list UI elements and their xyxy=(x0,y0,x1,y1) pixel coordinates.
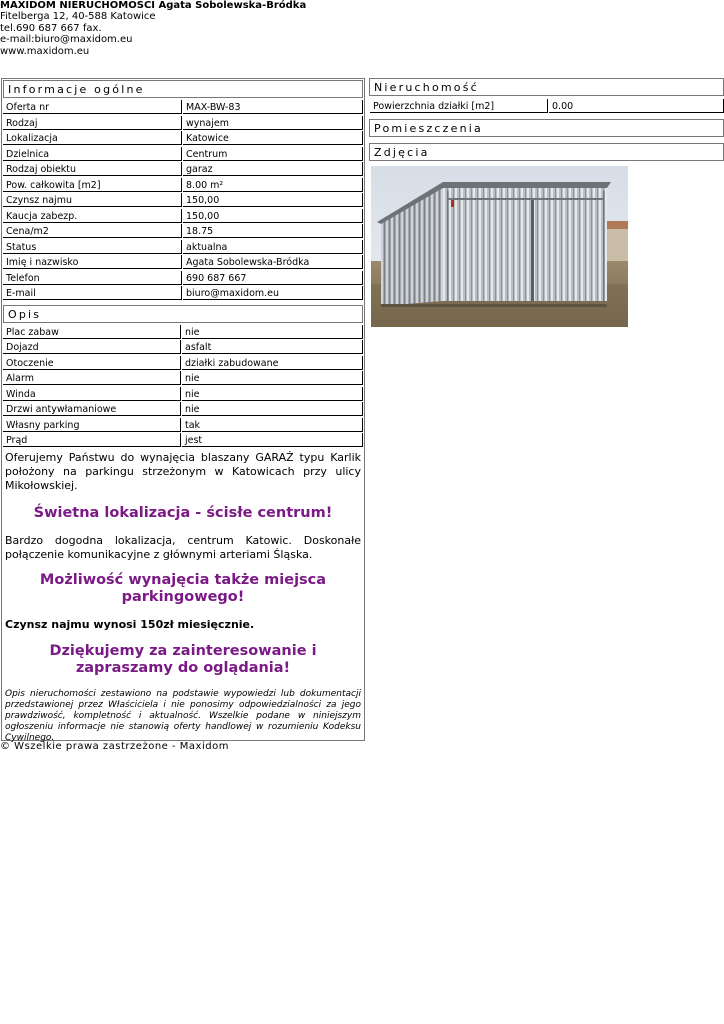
table-row xyxy=(2,286,364,302)
row-value: garaz xyxy=(183,162,363,176)
row-value: 0.00 xyxy=(549,99,724,113)
row-value: 150,00 xyxy=(183,209,363,223)
row-label: Prąd xyxy=(3,433,181,447)
table-row xyxy=(2,418,364,434)
table-row xyxy=(2,402,364,418)
table-row xyxy=(2,116,364,132)
table-row xyxy=(2,178,364,194)
right-column xyxy=(369,78,724,161)
row-label: Telefon xyxy=(3,271,182,285)
table-row xyxy=(2,371,364,387)
row-label: Pow. całkowita [m2] xyxy=(3,178,182,192)
table-row xyxy=(2,325,364,341)
table-row xyxy=(2,209,364,225)
footer-copyright: © Wszelkie prawa zastrzeżone - Maxidom xyxy=(0,741,229,752)
row-label: Powierzchnia działki [m2] xyxy=(370,99,548,113)
row-value: MAX-BW-83 xyxy=(183,100,363,114)
row-value: jest xyxy=(182,433,363,447)
row-value: Centrum xyxy=(183,147,363,161)
row-label: Imię i nazwisko xyxy=(3,255,182,269)
row-value: Katowice xyxy=(183,131,363,145)
row-label: Dojazd xyxy=(3,340,181,354)
description-paragraph-2: Bardzo dogodna lokalizacja, centrum Katowic. Doskonałe połączenie komunikacyjne z głównymi arteriami Śląska. xyxy=(5,533,361,561)
row-value: nie xyxy=(182,371,363,385)
section-title-opis: Opis xyxy=(3,305,363,323)
table-row xyxy=(2,162,364,178)
row-label: Winda xyxy=(3,387,181,401)
row-label: Oferta nr xyxy=(3,100,182,114)
company-name: MAXIDOM NIERUCHOMOŚCI Agata Sobolewska-Bródka xyxy=(0,0,307,11)
row-label: Plac zabaw xyxy=(3,325,181,339)
table-row xyxy=(369,99,724,115)
table-row xyxy=(2,356,364,372)
garage-photo xyxy=(371,166,628,327)
headline-location: Świetna lokalizacja - ścisłe centrum! xyxy=(33,504,333,521)
general-info-table xyxy=(2,100,364,302)
table-row xyxy=(2,255,364,271)
row-value: asfalt xyxy=(182,340,363,354)
row-label: Otoczenie xyxy=(3,356,181,370)
row-value: biuro@maxidom.eu xyxy=(183,286,363,300)
description-paragraph-1: Oferujemy Państwu do wynajęcia blaszany GARAŻ typu Karlik położony na parkingu strzeżonym w Katowicach przy ulicy Mikołowskiej. xyxy=(5,450,361,492)
features-table xyxy=(2,325,364,449)
row-label: Alarm xyxy=(3,371,181,385)
table-row xyxy=(2,340,364,356)
row-label: Status xyxy=(3,240,182,254)
row-value: Agata Sobolewska-Bródka xyxy=(183,255,363,269)
rent-note: Czynsz najmu wynosi 150zł miesięcznie. xyxy=(5,617,255,631)
table-row xyxy=(2,193,364,209)
table-row xyxy=(2,100,364,116)
row-value: nie xyxy=(182,402,363,416)
section-title-photos: Zdjęcia xyxy=(369,143,724,161)
row-value: aktualna xyxy=(183,240,363,254)
row-label: Własny parking xyxy=(3,418,181,432)
section-title-rooms: Pomieszczenia xyxy=(369,119,724,137)
row-value: 150,00 xyxy=(183,193,363,207)
table-row xyxy=(2,240,364,256)
row-label: Cena/m2 xyxy=(3,224,182,238)
company-phone: tel.690 687 667 fax. xyxy=(0,22,102,34)
row-value: nie xyxy=(182,387,363,401)
row-label: Lokalizacja xyxy=(3,131,182,145)
table-row xyxy=(2,131,364,147)
row-label: Dzielnica xyxy=(3,147,182,161)
row-value: 690 687 667 xyxy=(183,271,363,285)
row-value: wynajem xyxy=(183,116,363,130)
section-title-property: Nieruchomość xyxy=(369,78,724,96)
row-label: Czynsz najmu xyxy=(3,193,182,207)
row-value: działki zabudowane xyxy=(182,356,363,370)
company-header xyxy=(0,0,306,57)
table-row xyxy=(2,433,364,449)
company-address: Fitelberga 12, 40-588 Katowice xyxy=(0,11,156,23)
headline-thanks: Dziękujemy za zainteresowanie i zapraszamy do oglądania! xyxy=(49,642,317,676)
section-title-general: Informacje ogólne xyxy=(3,80,363,98)
table-row xyxy=(2,224,364,240)
company-email: e-mail:biuro@maxidom.eu xyxy=(0,34,133,46)
row-label: Rodzaj obiektu xyxy=(3,162,182,176)
disclaimer: Opis nieruchomości zestawiono na podstawie wypowiedzi lub dokumentacji przedstawionej przez Właściciela i nie ponosimy odpowiedzialności za jego prawdziwość, kompletność i aktualność. Wszelkie podane w niniejszym ogłoszeniu informacje nie stanowią oferty handlowej w rozumieniu Kodeksu Cywilnego. xyxy=(5,688,361,743)
table-row xyxy=(2,271,364,287)
property-table xyxy=(369,99,724,115)
row-value: tak xyxy=(182,418,363,432)
left-column xyxy=(1,78,365,741)
row-value: nie xyxy=(182,325,363,339)
row-label: E-mail xyxy=(3,286,182,300)
row-value: 18.75 xyxy=(183,224,363,238)
headline-parking: Możliwość wynajęcia także miejsca parkingowego! xyxy=(39,571,327,605)
table-row xyxy=(2,147,364,163)
table-row xyxy=(2,387,364,403)
company-website: www.maxidom.eu xyxy=(0,45,90,57)
row-label: Kaucja zabezp. xyxy=(3,209,182,223)
row-label: Drzwi antywłamaniowe xyxy=(3,402,181,416)
row-value: 8.00 m² xyxy=(183,178,363,192)
row-label: Rodzaj xyxy=(3,116,182,130)
